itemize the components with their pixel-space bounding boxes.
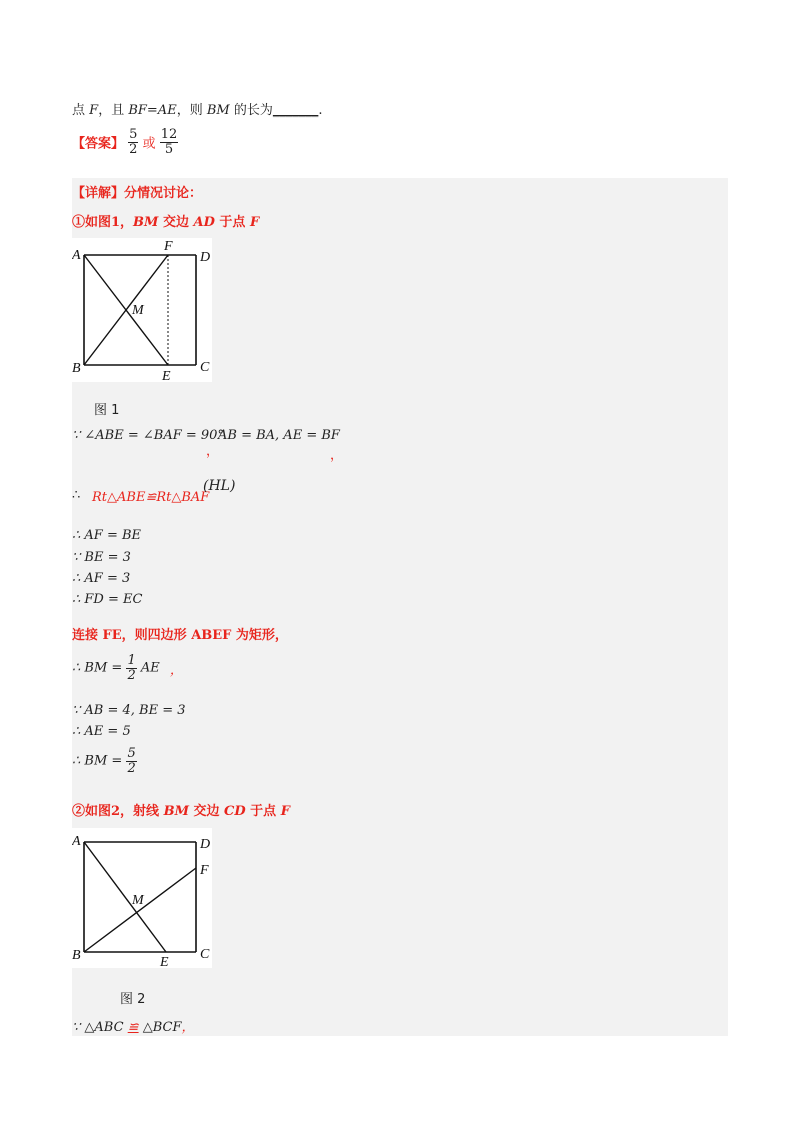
step2-hl: (HL) bbox=[203, 478, 236, 494]
step5-line: ∴ AF = 3 bbox=[72, 571, 131, 586]
fig1-label-b: B bbox=[72, 361, 81, 376]
fig2-label-c: C bbox=[200, 947, 210, 962]
step3-line: ∴ AF = BE bbox=[72, 528, 142, 543]
bm-half-fraction: $\frac{1}{2}$ bbox=[127, 653, 136, 683]
case2-heading: ②如图2，射线 BM 交边 CD 于点 F bbox=[72, 804, 290, 819]
question-line: 点 F，且 BF=AE，则 BM 的长为_______. bbox=[72, 103, 323, 118]
step8-line: ∴ AE = 5 bbox=[72, 724, 131, 739]
answer-fraction-2: $\frac{12}{5}$ bbox=[160, 127, 178, 157]
step1-line: ∵ ∠ABE = ∠BAF = 90° bbox=[72, 428, 224, 443]
case1-heading: ①如图1，BM 交边 AD 于点 F bbox=[72, 215, 260, 230]
fig1-label-c: C bbox=[200, 360, 210, 375]
fig2-label-e: E bbox=[160, 955, 169, 968]
step2-therefore: ∴ bbox=[72, 488, 81, 503]
step1b-line: AB = BA, AE = BF bbox=[218, 428, 340, 443]
fig1-label-m: M bbox=[132, 303, 144, 318]
fig2-label-m: M bbox=[132, 893, 144, 908]
figure-1 bbox=[72, 238, 212, 382]
fig2-label-d: D bbox=[200, 837, 211, 852]
fig1-label-f: F bbox=[164, 239, 173, 254]
fig2-label-f: F bbox=[200, 863, 209, 878]
detail-header: 【详解】分情况讨论： bbox=[72, 186, 203, 201]
answer-line: 【答案】 $\frac{5}{2}$ 或 $\frac{12}{5}$ bbox=[72, 127, 178, 157]
step2-congruence: Rt△ABE≌Rt△BAF bbox=[92, 490, 210, 505]
answer-fraction-1: $\frac{5}{2}$ bbox=[129, 127, 138, 157]
fig2-label-a: A bbox=[72, 834, 81, 849]
figure-2 bbox=[72, 828, 212, 968]
step4-line: ∵ BE = 3 bbox=[72, 550, 131, 565]
step1-comma-a: ， bbox=[206, 444, 220, 459]
answer-label: 【答案】 bbox=[72, 136, 125, 152]
step6-line: ∴ FD = EC bbox=[72, 592, 143, 607]
fig2-caption: 图 2 bbox=[120, 992, 146, 1007]
connect-line: 连接 FE，则四边形 ABEF 为矩形， bbox=[72, 628, 288, 643]
step7-line: ∵ AB = 4, BE = 3 bbox=[72, 703, 186, 718]
fig1-label-a: A bbox=[72, 248, 81, 263]
bm-result-line: ∴ BM = $\frac{5}{2}$ bbox=[72, 746, 136, 776]
step1-comma-b: ， bbox=[330, 448, 344, 463]
fig1-label-d: D bbox=[200, 250, 211, 265]
fig1-caption: 图 1 bbox=[94, 403, 120, 418]
fig1-label-e: E bbox=[162, 369, 171, 382]
bm-result-fraction: $\frac{5}{2}$ bbox=[127, 746, 136, 776]
step9-line: ∵ △ABC ≌ △BCF， bbox=[72, 1020, 195, 1035]
bm-half-line: ∴ BM = $\frac{1}{2}$ AE ， bbox=[72, 653, 183, 683]
fig2-label-b: B bbox=[72, 948, 81, 963]
